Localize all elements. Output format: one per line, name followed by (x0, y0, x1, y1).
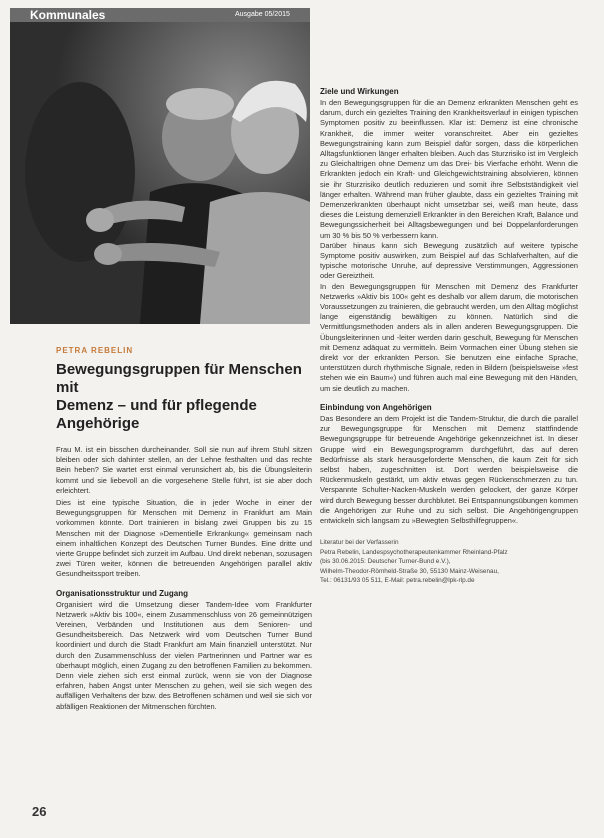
right-column (320, 86, 578, 586)
literature-note (320, 538, 578, 586)
contact-line: Petra Rebelin, Landespsychotherapeutenkammer Rheinland-Pfalz (320, 548, 508, 556)
subheading: Einbindung von Angehörigen (320, 402, 432, 412)
paragraph: Dies ist eine typische Situation, die in jeder Woche in einer der Bewegungsgruppen für Menschen mit Demenz in Frankfurt am Main vorkommen könnte. Dort trainieren in bislang zwei Gruppen bis zu 15 Menschen mit der Diagnose »Dementielle Erkrankung« gemeinsam nach einem inhaltlichen Konzept des Deutschen Turner Bundes. Eine dritte und vierte Gruppe befindet sich zurzeit im Aufbau. Und direkt nebenan, sozusagen zwei Türen weiter, können die betreuenden Angehörigen parallel aktiv Gesundheitssport treiben. (56, 498, 312, 579)
paragraph: Frau M. ist ein bisschen durcheinander. Soll sie nun auf ihrem Stuhl sitzen bleiben oder sich dahinter stellen, an der Lehne festhalten und das rechte Bein heben? Sie wartet erst einmal verunsichert ab, bis die Übungsleiterin kommt und sie liebevoll an die vorgesehene Stelle führt, ist sie aber doch erleichtert. (56, 445, 312, 495)
subheading: Ziele und Wirkungen (320, 87, 399, 96)
literature-title: Literatur bei der Verfasserin (320, 539, 399, 547)
paragraph: Das Besondere an dem Projekt ist die Tandem-Struktur, die durch die parallel zur Bewegungsgruppe für Menschen mit Demenz stattfindende Bewegungsgruppe für betreuende Angehörige gekennzeichnet ist. In dieser Gruppe wird ein Bewegungsprogramm durchgeführt, das auf deren Bedürfnisse als stark herausgeforderte Menschen, die kaum Zeit für sich selbst haben, zugeschnitten ist. Dort werden beispielsweise die Rückenmuskeln gestärkt, um aktiv etwas gegen Rückenschmerzen zu tun. Verspannte Schulter-Nacken-Muskeln werden gelockert, der ganze Körper wird durch Bewegung besser durchblutet. Bei Entspannungsübungen kommen die Angehörigen zur Ruhe und zu sich selbst. Die Angehörigengruppen entwickeln sich langsam zu »Bewegten Selbsthilfegruppen«. (320, 413, 578, 525)
headline-line-1: Bewegungsgruppen für Menschen mit (56, 361, 302, 396)
issue-label: Ausgabe 05/2015 (235, 11, 290, 18)
page-number: 26 (32, 804, 47, 819)
contact-line: (bis 30.06.2015: Deutscher Turner-Bund e.V.), (320, 558, 451, 566)
author-name: PETRA REBELIN (56, 346, 134, 355)
contact-line: Wilhelm-Theodor-Römheld-Straße 30, 55130 Mainz-Weisenau, (320, 567, 499, 575)
headline-line-2: Demenz – und für pflegende Angehörige (56, 397, 257, 432)
paragraph: Darüber hinaus kann sich Bewegung zusätzlich auf weitere typische Symptome positiv auswirken, zum Beispiel auf das Schlafverhalten, auf die typische motorische Unruhe, auf depressive Verstimmungen, Aggressionen oder Gereiztheit. (320, 240, 578, 281)
paragraph: Organisiert wird die Umsetzung dieser Tandem-Idee vom Frankfurter Netzwerk »Aktiv bis 100«, einem Zusammenschluss von 26 gemeinnützigen Vereinen, Verbänden und Institutionen aus dem Senioren- und Gesundheitsbereich. Das Netzwerk wird vom Deutschen Turner Bund koordiniert und durch die Stadt Frankfurt am Main finanziell unterstützt. Nur durch den Zusammenschluss der vielen Partnerinnen und Partner war es überhaupt möglich, einen Zugang zu den betroffenen Familien zu bekommen. Denn viele ziehen sich erst einmal zurück, wenn sie von der Diagnose erfahren, haben Angst unter Menschen zu gehen, weil sie sich wegen des auffälligen Verhaltens der bzw. des Betroffenen schämen und weil sie sich vor abfälligen Reaktionen der Mitmenschen fürchten. (56, 599, 312, 711)
paragraph: In den Bewegungsgruppen für Menschen mit Demenz des Frankfurter Netzwerks »Aktiv bis 100« geht es deshalb vor allem darum, die motorischen Voraussetzungen zu trainieren, die gebraucht werden, um den Alltag möglichst lange eigenständig bewältigen zu können. Natürlich sind die Vermittlungsmethoden anders als in allen anderen Bewegungsgruppen. Die Übungsleiterinnen und -leiter werden darin geschult, Bewegung für Menschen mit Demenz adäquat zu vermitteln. Beim Vormachen einer Übung stehen sie direkt vor der erkrankten Person. Sie benutzen eine einfache Sprache, unterstützen durch rhythmische Signale, reden in Bildern (beispielsweise »fest stehen wie ein Baum«) und führen auch mal eine Bewegung mit den Händen, um sie deutlich zu machen. (320, 281, 578, 393)
article-headline (56, 361, 312, 433)
subheading: Organisationsstruktur und Zugang (56, 588, 189, 598)
article-photo (10, 22, 310, 324)
left-column (56, 346, 312, 712)
seniors-exercising-illustration (10, 22, 310, 324)
paragraph: In den Bewegungsgruppen für die an Demenz erkrankten Menschen geht es darum, durch ein gezieltes Training den Krankheitsverlauf in einigen typischen Symptomen positiv zu beeinflussen. Klar ist: Demenz ist eine chronische Krankheit, die immer weiter voranschreitet. Aber ein gezieltes Bewegungstraining kann zum Beispiel dafür sorgen, dass die körperlichen Alltagsfunktionen länger erhalten bleiben. Auch das Sturzrisiko ist im Vergleich zu Gleichaltrigen ohne Demenz um das Drei- bis Vierfache erhöht. Wenn die Erkrankten jedoch ein Kraft- und Gleichgewichtstraining absolvieren, können sie ihr Sturzrisiko deutlich reduzieren und somit ihre Selbstständigkeit viel länger erhalten. Während man früher glaubte, dass ein gezieltes Training mit Demenzerkrankten überhaupt nicht umsetzbar sei, weiß man heute, dass dieses die Leistung demenziell Erkrankter in den Bereichen Kraft, Balance und Bewegungssicherheit bei Alltagsbewegungen und bei Doppelanforderungen um 30 % bis 50 % verbessern kann. (320, 98, 578, 240)
section-label: Kommunales (30, 8, 106, 22)
contact-line: Tel.: 06131/93 05 511, E-Mail: petra.rebelin@lpk-rlp.de (320, 577, 475, 585)
